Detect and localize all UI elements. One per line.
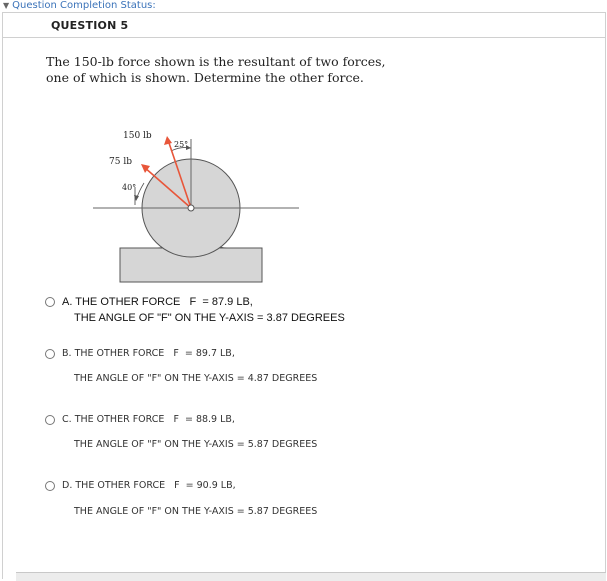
- choice-d-line2: THE ANGLE OF "F" ON THE Y-AXIS = 5.87 DEGREES: [74, 506, 318, 517]
- question-title: QUESTION 5: [51, 19, 129, 32]
- choice-d-line1: THE OTHER FORCE F = 90.9 LB,: [75, 480, 236, 491]
- question-completion-status[interactable]: [0, 0, 607, 12]
- choice-letter-a: A.: [62, 296, 73, 308]
- radio-button-b[interactable]: [45, 349, 55, 359]
- choice-letter-c: C.: [62, 414, 72, 425]
- question-header: [3, 13, 605, 38]
- radio-button-d[interactable]: [45, 481, 55, 491]
- label-angle-25: 25°: [174, 140, 189, 149]
- question-text: The 150-lb force shown is the resultant of two forces, one of which is shown. Determine the other force.: [46, 54, 386, 85]
- status-label: Question Completion Status:: [12, 0, 156, 11]
- choice-b-line1: THE OTHER FORCE F = 89.7 LB,: [74, 348, 235, 359]
- label-150-lb: 150 lb: [123, 131, 152, 141]
- force-diagram: [89, 117, 309, 293]
- label-75-lb: 75 lb: [109, 157, 132, 167]
- choice-a-line1: THE OTHER FORCE F = 87.9 LB,: [75, 296, 253, 308]
- label-angle-40: 40°: [122, 183, 137, 192]
- radio-button-a[interactable]: [45, 297, 55, 307]
- pin-icon: [188, 205, 194, 211]
- radio-button-c[interactable]: [45, 415, 55, 425]
- choice-c-line1: THE OTHER FORCE F = 88.9 LB,: [74, 414, 235, 425]
- choice-b-line2: THE ANGLE OF "F" ON THE Y-AXIS = 4.87 DEGREES: [74, 373, 318, 384]
- choice-c-line2: THE ANGLE OF "F" ON THE Y-AXIS = 5.87 DEGREES: [74, 439, 318, 450]
- question-panel: [2, 12, 606, 579]
- chevron-down-icon: ▼: [3, 1, 10, 10]
- choice-letter-d: D.: [62, 480, 73, 491]
- choice-letter-b: B.: [62, 348, 72, 359]
- choice-a-line2: THE ANGLE OF "F" ON THE Y-AXIS = 3.87 DEGREES: [74, 312, 345, 324]
